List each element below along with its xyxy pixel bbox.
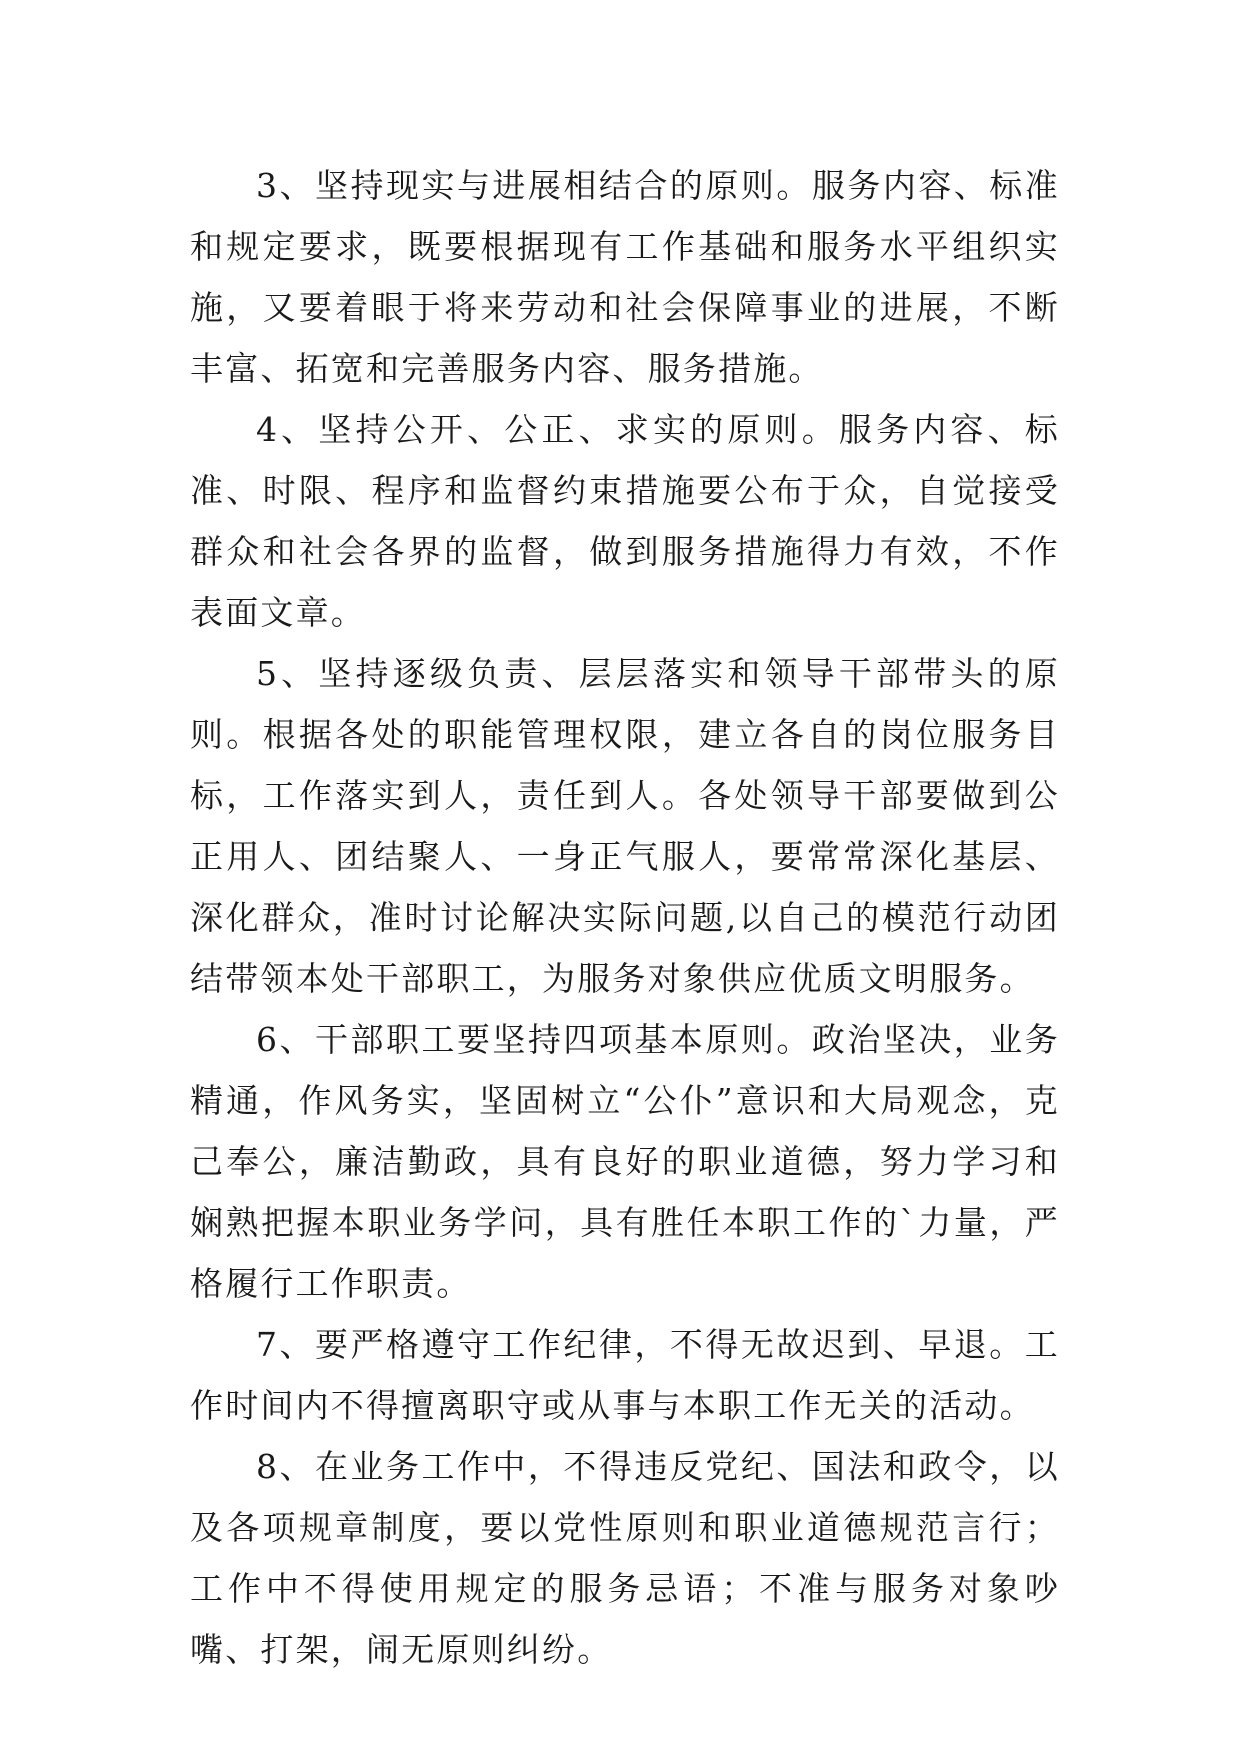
paragraph-3: 3、坚持现实与进展相结合的原则。服务内容、标准和规定要求，既要根据现有工作基础和服务水平组织实施，又要着眼于将来劳动和社会保障事业的进展，不断丰富、拓宽和完善服务内容、服务措施。 — [190, 166, 1060, 388]
paragraph-6: 6、干部职工要坚持四项基本原则。政治坚决，业务精通，作风务实，坚固树立“公仆”意识和大局观念，克己奉公，廉洁勤政，具有良好的职业道德，努力学习和娴熟把握本职业务学问，具有胜任本职工作的`力量，严格履行工作职责。 — [190, 1020, 1060, 1303]
document-page — [190, 155, 1060, 1680]
paragraph-8: 8、在业务工作中，不得违反党纪、国法和政令，以及各项规章制度，要以党性原则和职业道德规范言行；工作中不得使用规定的服务忌语；不准与服务对象吵嘴、打架，闹无原则纠纷。 — [190, 1447, 1060, 1669]
paragraph-5: 5、坚持逐级负责、层层落实和领导干部带头的原则。根据各处的职能管理权限，建立各自的岗位服务目标，工作落实到人，责任到人。各处领导干部要做到公正用人、团结聚人、一身正气服人，要常常深化基层、深化群众，准时讨论解决实际问题,以自己的模范行动团结带领本处干部职工，为服务对象供应优质文明服务。 — [190, 654, 1060, 998]
paragraph-7: 7、要严格遵守工作纪律，不得无故迟到、早退。工作时间内不得擅离职守或从事与本职工作无关的活动。 — [190, 1325, 1060, 1425]
paragraph-4: 4、坚持公开、公正、求实的原则。服务内容、标准、时限、程序和监督约束措施要公布于众，自觉接受群众和社会各界的监督，做到服务措施得力有效，不作表面文章。 — [190, 410, 1060, 632]
